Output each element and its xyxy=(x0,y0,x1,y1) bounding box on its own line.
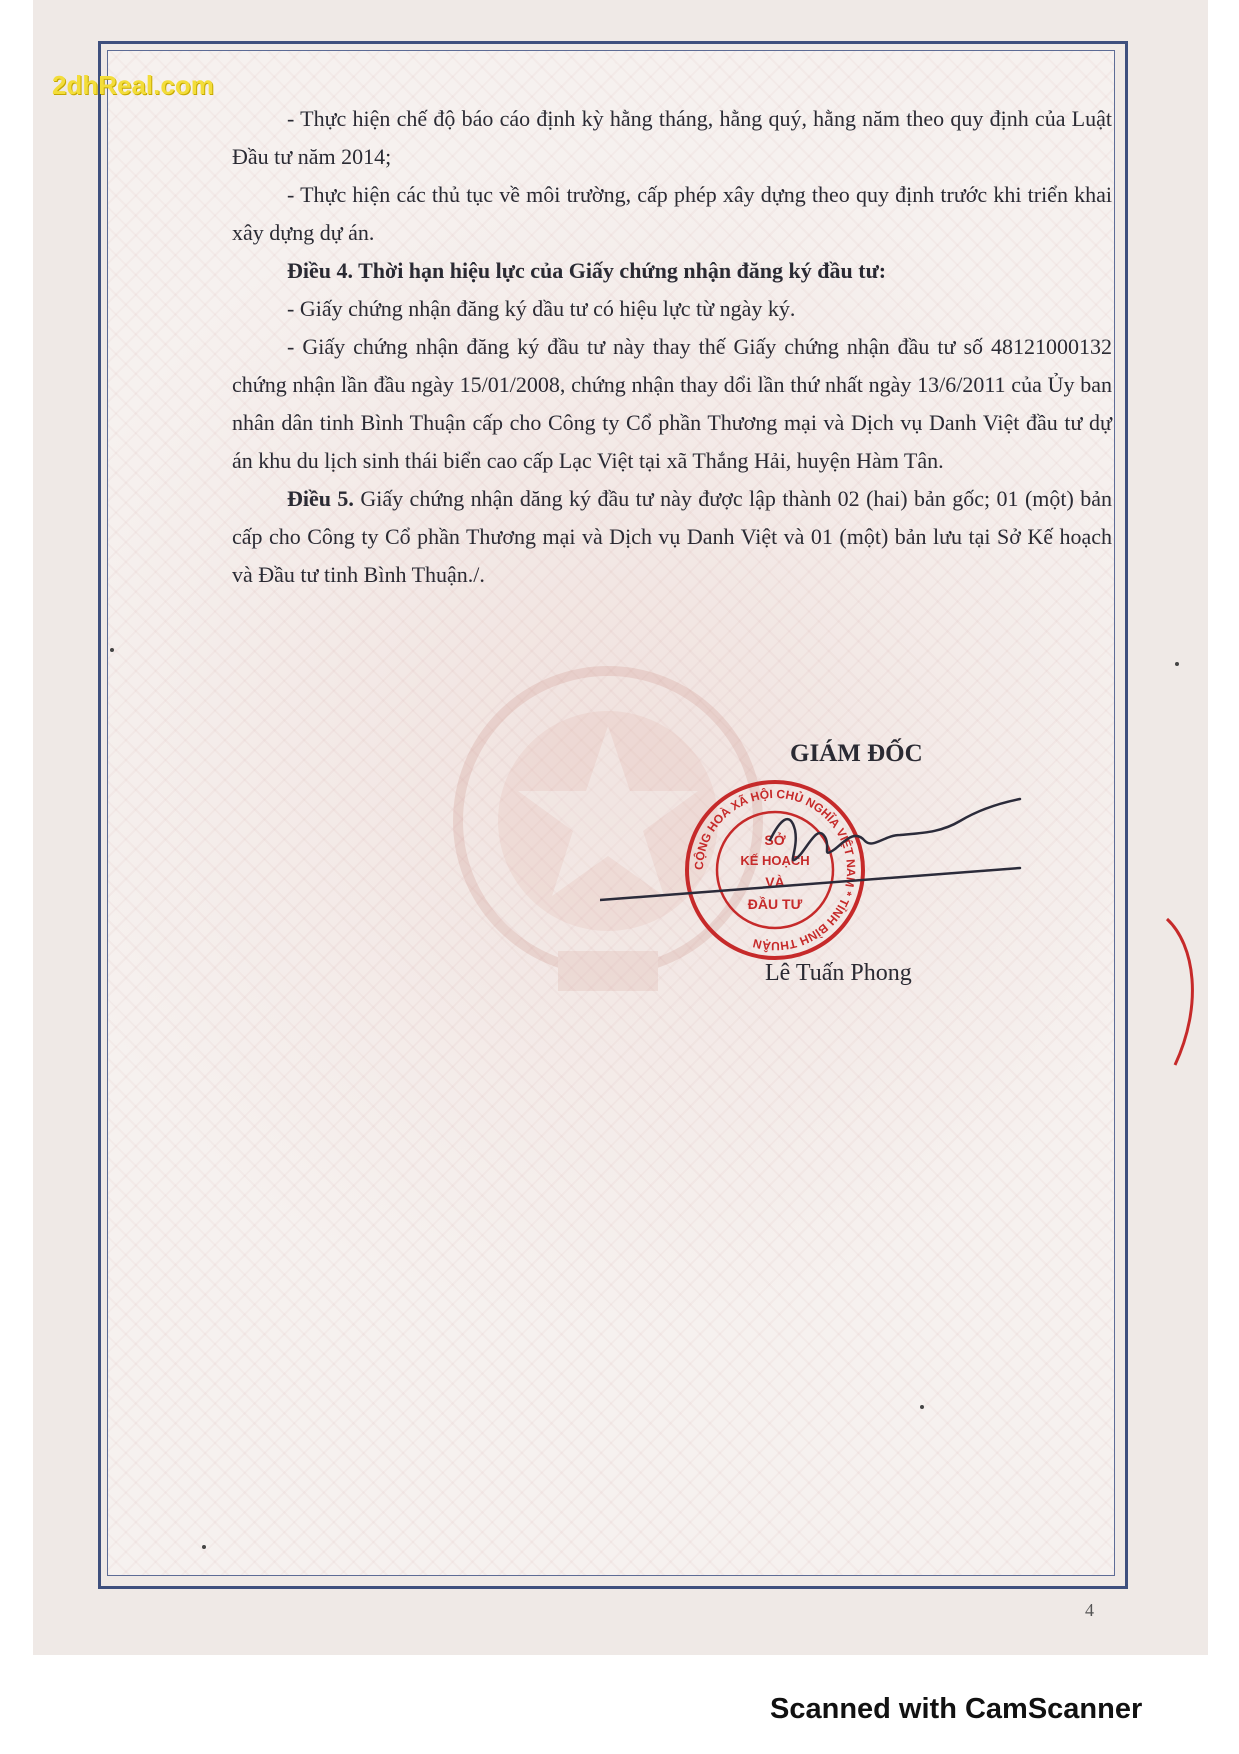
scan-speck xyxy=(1175,662,1179,666)
page-number: 4 xyxy=(1085,1600,1094,1620)
seal-line-3: VÀ xyxy=(765,874,785,890)
scan-speck xyxy=(202,1545,206,1549)
scan-speck xyxy=(110,648,114,652)
article-5-label: Điều 5. xyxy=(287,486,354,511)
seal-ring-text: CỘNG HOÀ XÃ HỘI CHỦ NGHĨA VIỆT NAM * TỈNH BÌNH THUẬN xyxy=(691,786,859,954)
handwritten-signature-icon xyxy=(600,770,1060,920)
site-watermark: 2dhReal.com xyxy=(52,70,214,100)
seal-line-1: SỞ xyxy=(764,832,786,848)
scan-speck xyxy=(920,1405,924,1409)
article-5 xyxy=(232,480,1112,594)
document-body xyxy=(232,100,1112,594)
clause-effective-date: - Giấy chứng nhận đăng ký dầu tư có hiệu lực từ ngày ký. xyxy=(287,296,796,321)
clause-environment: - Thực hiện các thủ tục về môi trường, cấp phép xây dựng theo quy định trước khi triển khai xây dựng dự án. xyxy=(232,182,1112,245)
stamp-edge-icon xyxy=(1165,915,1205,1075)
seal-line-2: KẾ HOẠCH xyxy=(740,853,810,868)
signature-block xyxy=(600,740,1120,1000)
clause-replacement: - Giấy chứng nhận đăng ký đầu tư này thay thế Giấy chứng nhận đầu tư số 48121000132 chứng nhận lần đầu ngày 15/01/2008, chứng nhận thay dổi lần thứ nhất ngày 13/6/2011 của Ủy ban nhân dân tinh Bình Thuận cấp cho Công ty Cổ phần Thương mại và Dịch vụ Danh Việt đầu tư dự án khu du lịch sinh thái biển cao cấp Lạc Việt tại xã Thắng Hải, huyện Hàm Tân. xyxy=(232,334,1112,473)
seal-line-4: ĐẦU TƯ xyxy=(747,896,803,912)
camscanner-footer: Scanned with CamScanner xyxy=(770,1693,1143,1725)
article-5-text: Giấy chứng nhận dăng ký đầu tư này được lập thành 02 (hai) bản gốc; 01 (một) bản cấp cho Công ty Cổ phần Thương mại và Dịch vụ Danh Việt và 01 (một) bản lưu tại Sở Kế hoạch và Đầu tư tinh Bình Thuận./. xyxy=(232,486,1113,587)
clause-reporting: - Thực hiện chế độ báo cáo định kỳ hằng tháng, hằng quý, hằng năm theo quy định của Luật Đầu tư năm 2014; xyxy=(232,106,1112,169)
article-4-heading: Điều 4. Thời hạn hiệu lực của Giấy chứng nhận đăng ký đầu tư: xyxy=(287,258,887,283)
signer-title: GIÁM ĐỐC xyxy=(790,740,923,767)
signer-name: Lê Tuấn Phong xyxy=(765,960,912,986)
